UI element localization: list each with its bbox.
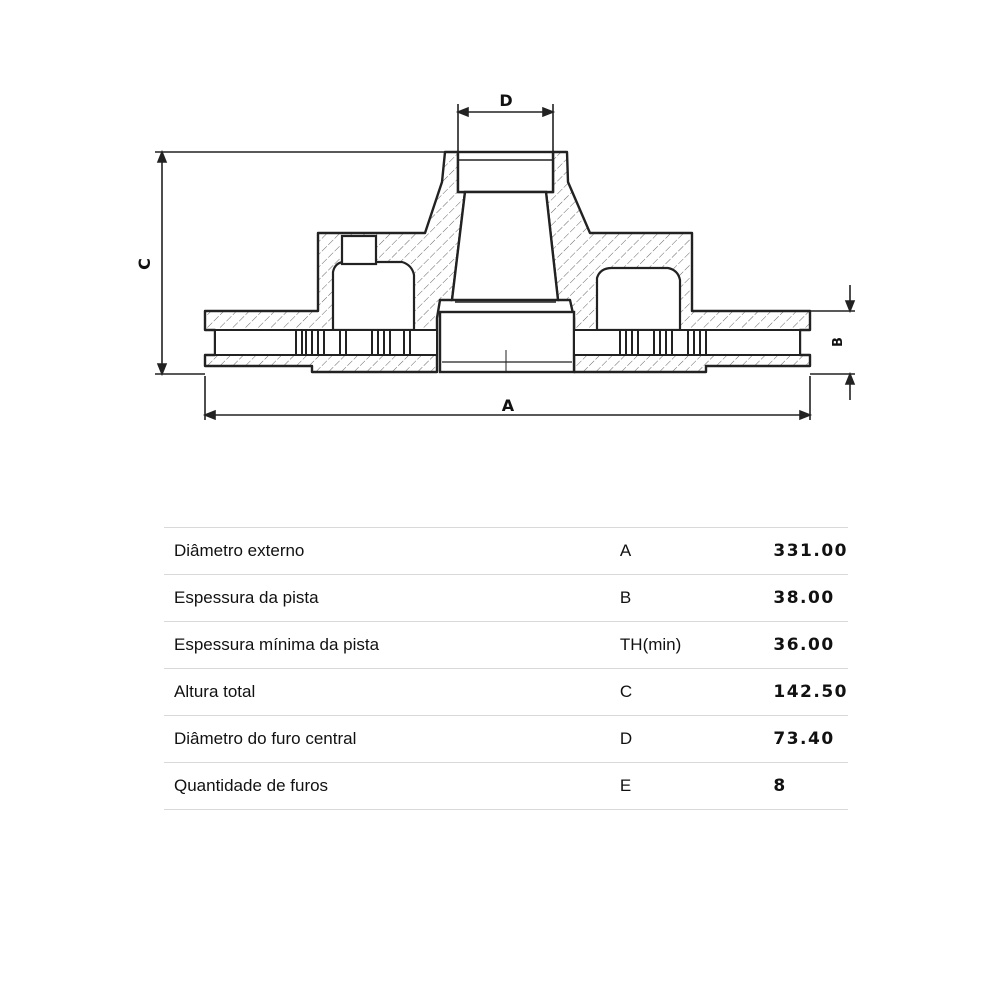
spec-value: 73.40	[773, 729, 835, 749]
dim-label-b: B	[831, 337, 846, 347]
spec-code: B	[619, 588, 632, 607]
spec-code: C	[619, 682, 633, 701]
table-row	[164, 669, 848, 716]
spec-code: E	[619, 776, 632, 795]
left-pocket	[333, 262, 414, 330]
center-bore	[440, 152, 574, 372]
dim-label-c: C	[135, 258, 154, 270]
specifications-table	[164, 527, 848, 810]
spec-label: Espessura da pista	[174, 588, 319, 607]
table-row	[164, 528, 848, 575]
dim-label-a: A	[501, 396, 515, 415]
brake-disc-cross-section-drawing	[0, 0, 1000, 480]
spec-code: TH(min)	[619, 635, 682, 654]
spec-code: D	[619, 729, 633, 748]
dim-label-d: D	[499, 91, 513, 110]
spec-value: 331.00	[773, 541, 848, 561]
table-row	[164, 575, 848, 622]
bore-bottom-recess	[440, 312, 574, 372]
left-stud-hole	[342, 236, 376, 264]
spec-code: A	[619, 541, 632, 560]
table-row	[164, 763, 848, 810]
spec-label: Quantidade de furos	[174, 776, 329, 795]
spec-value: 38.00	[773, 588, 835, 608]
spec-label: Espessura mínima da pista	[174, 635, 380, 654]
spec-label: Diâmetro externo	[174, 541, 305, 560]
right-pocket	[597, 268, 680, 330]
spec-value: 8	[773, 776, 787, 796]
bore-top-counterbore	[458, 152, 553, 192]
spec-label: Diâmetro do furo central	[174, 729, 357, 748]
spec-label: Altura total	[174, 682, 256, 701]
spec-value: 36.00	[773, 635, 835, 655]
spec-value: 142.50	[773, 682, 848, 702]
table-row	[164, 716, 848, 763]
bore-taper	[452, 192, 558, 300]
table-row	[164, 622, 848, 669]
